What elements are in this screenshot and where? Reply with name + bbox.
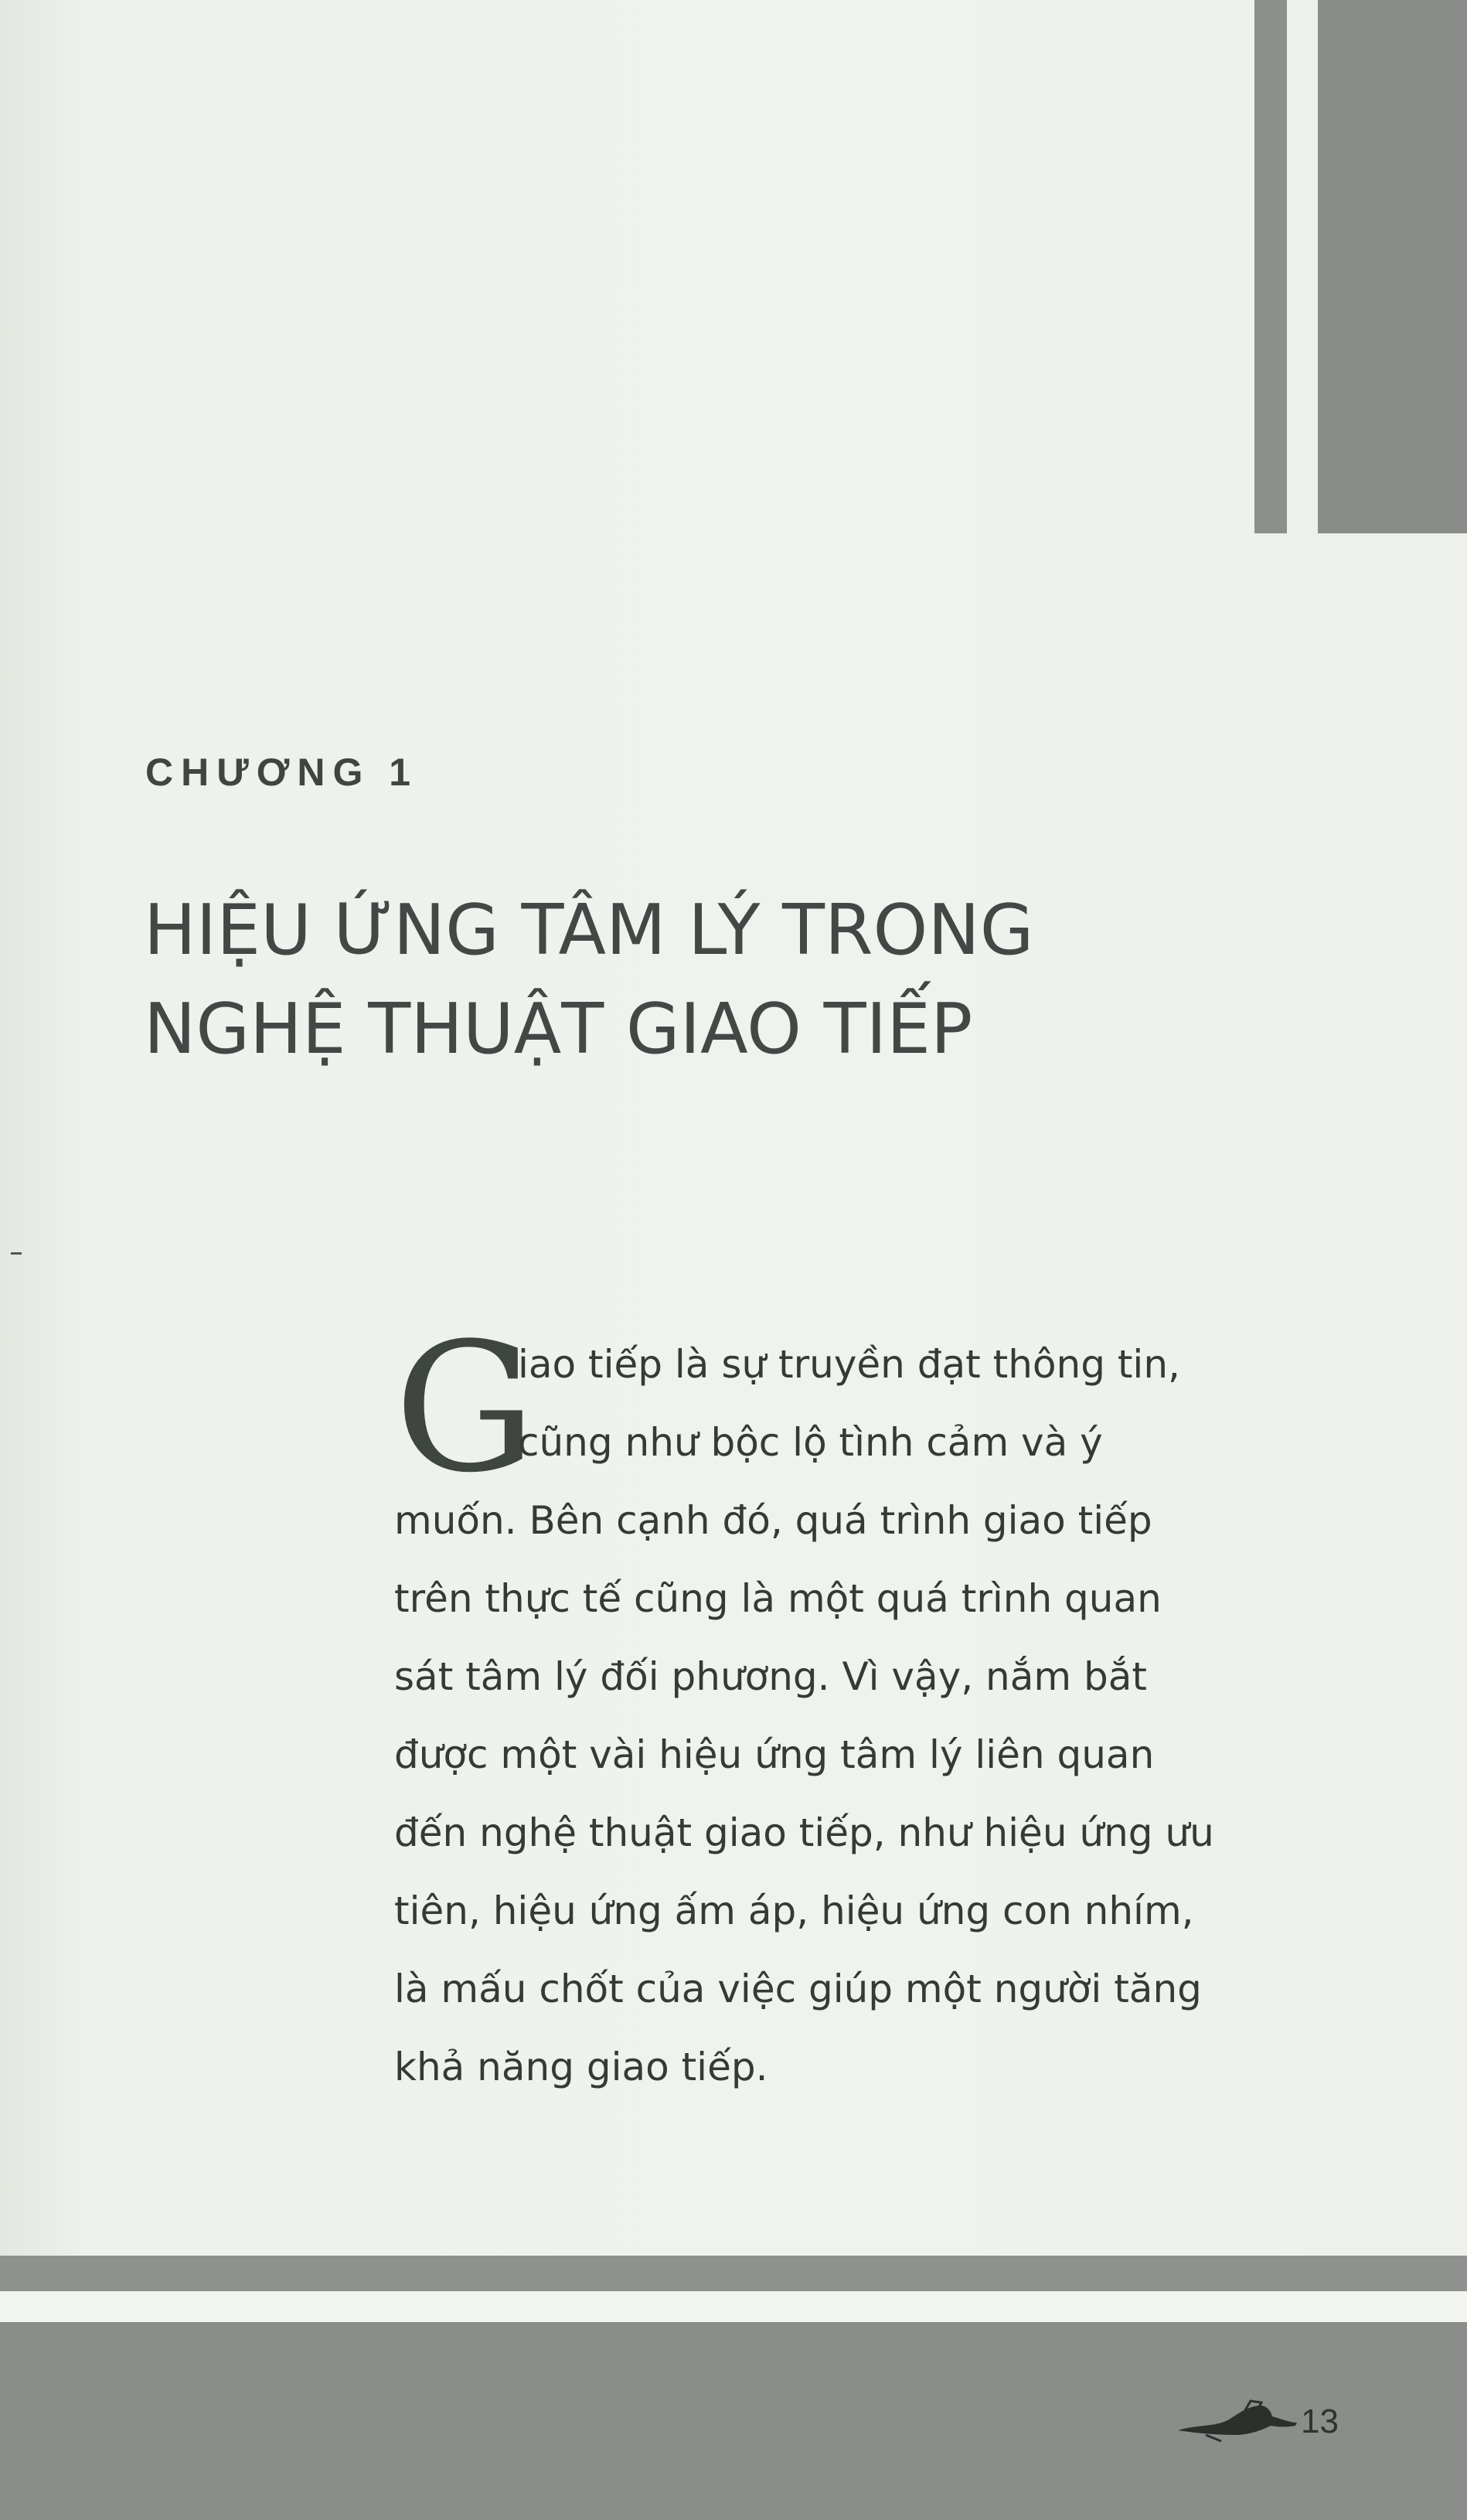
intro-line: muốn. Bên cạnh đó, quá trình giao tiếp bbox=[394, 1498, 1152, 1543]
intro-line: là mấu chốt của việc giúp một người tăng bbox=[394, 1967, 1202, 2011]
chapter-label: CHƯƠNG 1 bbox=[145, 751, 419, 794]
decorative-bar-thin bbox=[1254, 0, 1287, 533]
chapter-title-line: HIỆU ỨNG TÂM LÝ TRONG bbox=[144, 890, 1034, 971]
intro-line: iao tiếp là sự truyền đạt thông tin, bbox=[518, 1342, 1180, 1387]
decorative-bar-wide bbox=[1318, 0, 1467, 533]
margin-mark bbox=[11, 1252, 22, 1255]
bottom-stripe bbox=[0, 2256, 1467, 2291]
intro-line: tiên, hiệu ứng ấm áp, hiệu ứng con nhím, bbox=[394, 1888, 1194, 1933]
drop-cap: G bbox=[394, 1306, 536, 1512]
chapter-title-line: NGHỆ THUẬT GIAO TIẾP bbox=[144, 989, 973, 1070]
intro-line: trên thực tế cũng là một quá trình quan bbox=[394, 1576, 1162, 1621]
intro-line: đến nghệ thuật giao tiếp, như hiệu ứng ưu bbox=[394, 1810, 1214, 1855]
intro-line: cũng như bộc lộ tình cảm và ý bbox=[518, 1420, 1103, 1465]
intro-line: sát tâm lý đối phương. Vì vậy, nắm bắt bbox=[394, 1654, 1147, 1699]
intro-paragraph bbox=[394, 1326, 1368, 2106]
dove-ornament-icon bbox=[1175, 2396, 1299, 2443]
chapter-title bbox=[144, 881, 1033, 1079]
intro-line: khả năng giao tiếp. bbox=[394, 2045, 768, 2089]
page-number: 13 bbox=[1301, 2403, 1339, 2440]
bottom-gap bbox=[0, 2291, 1467, 2322]
intro-line: được một vài hiệu ứng tâm lý liên quan bbox=[394, 1732, 1155, 1777]
